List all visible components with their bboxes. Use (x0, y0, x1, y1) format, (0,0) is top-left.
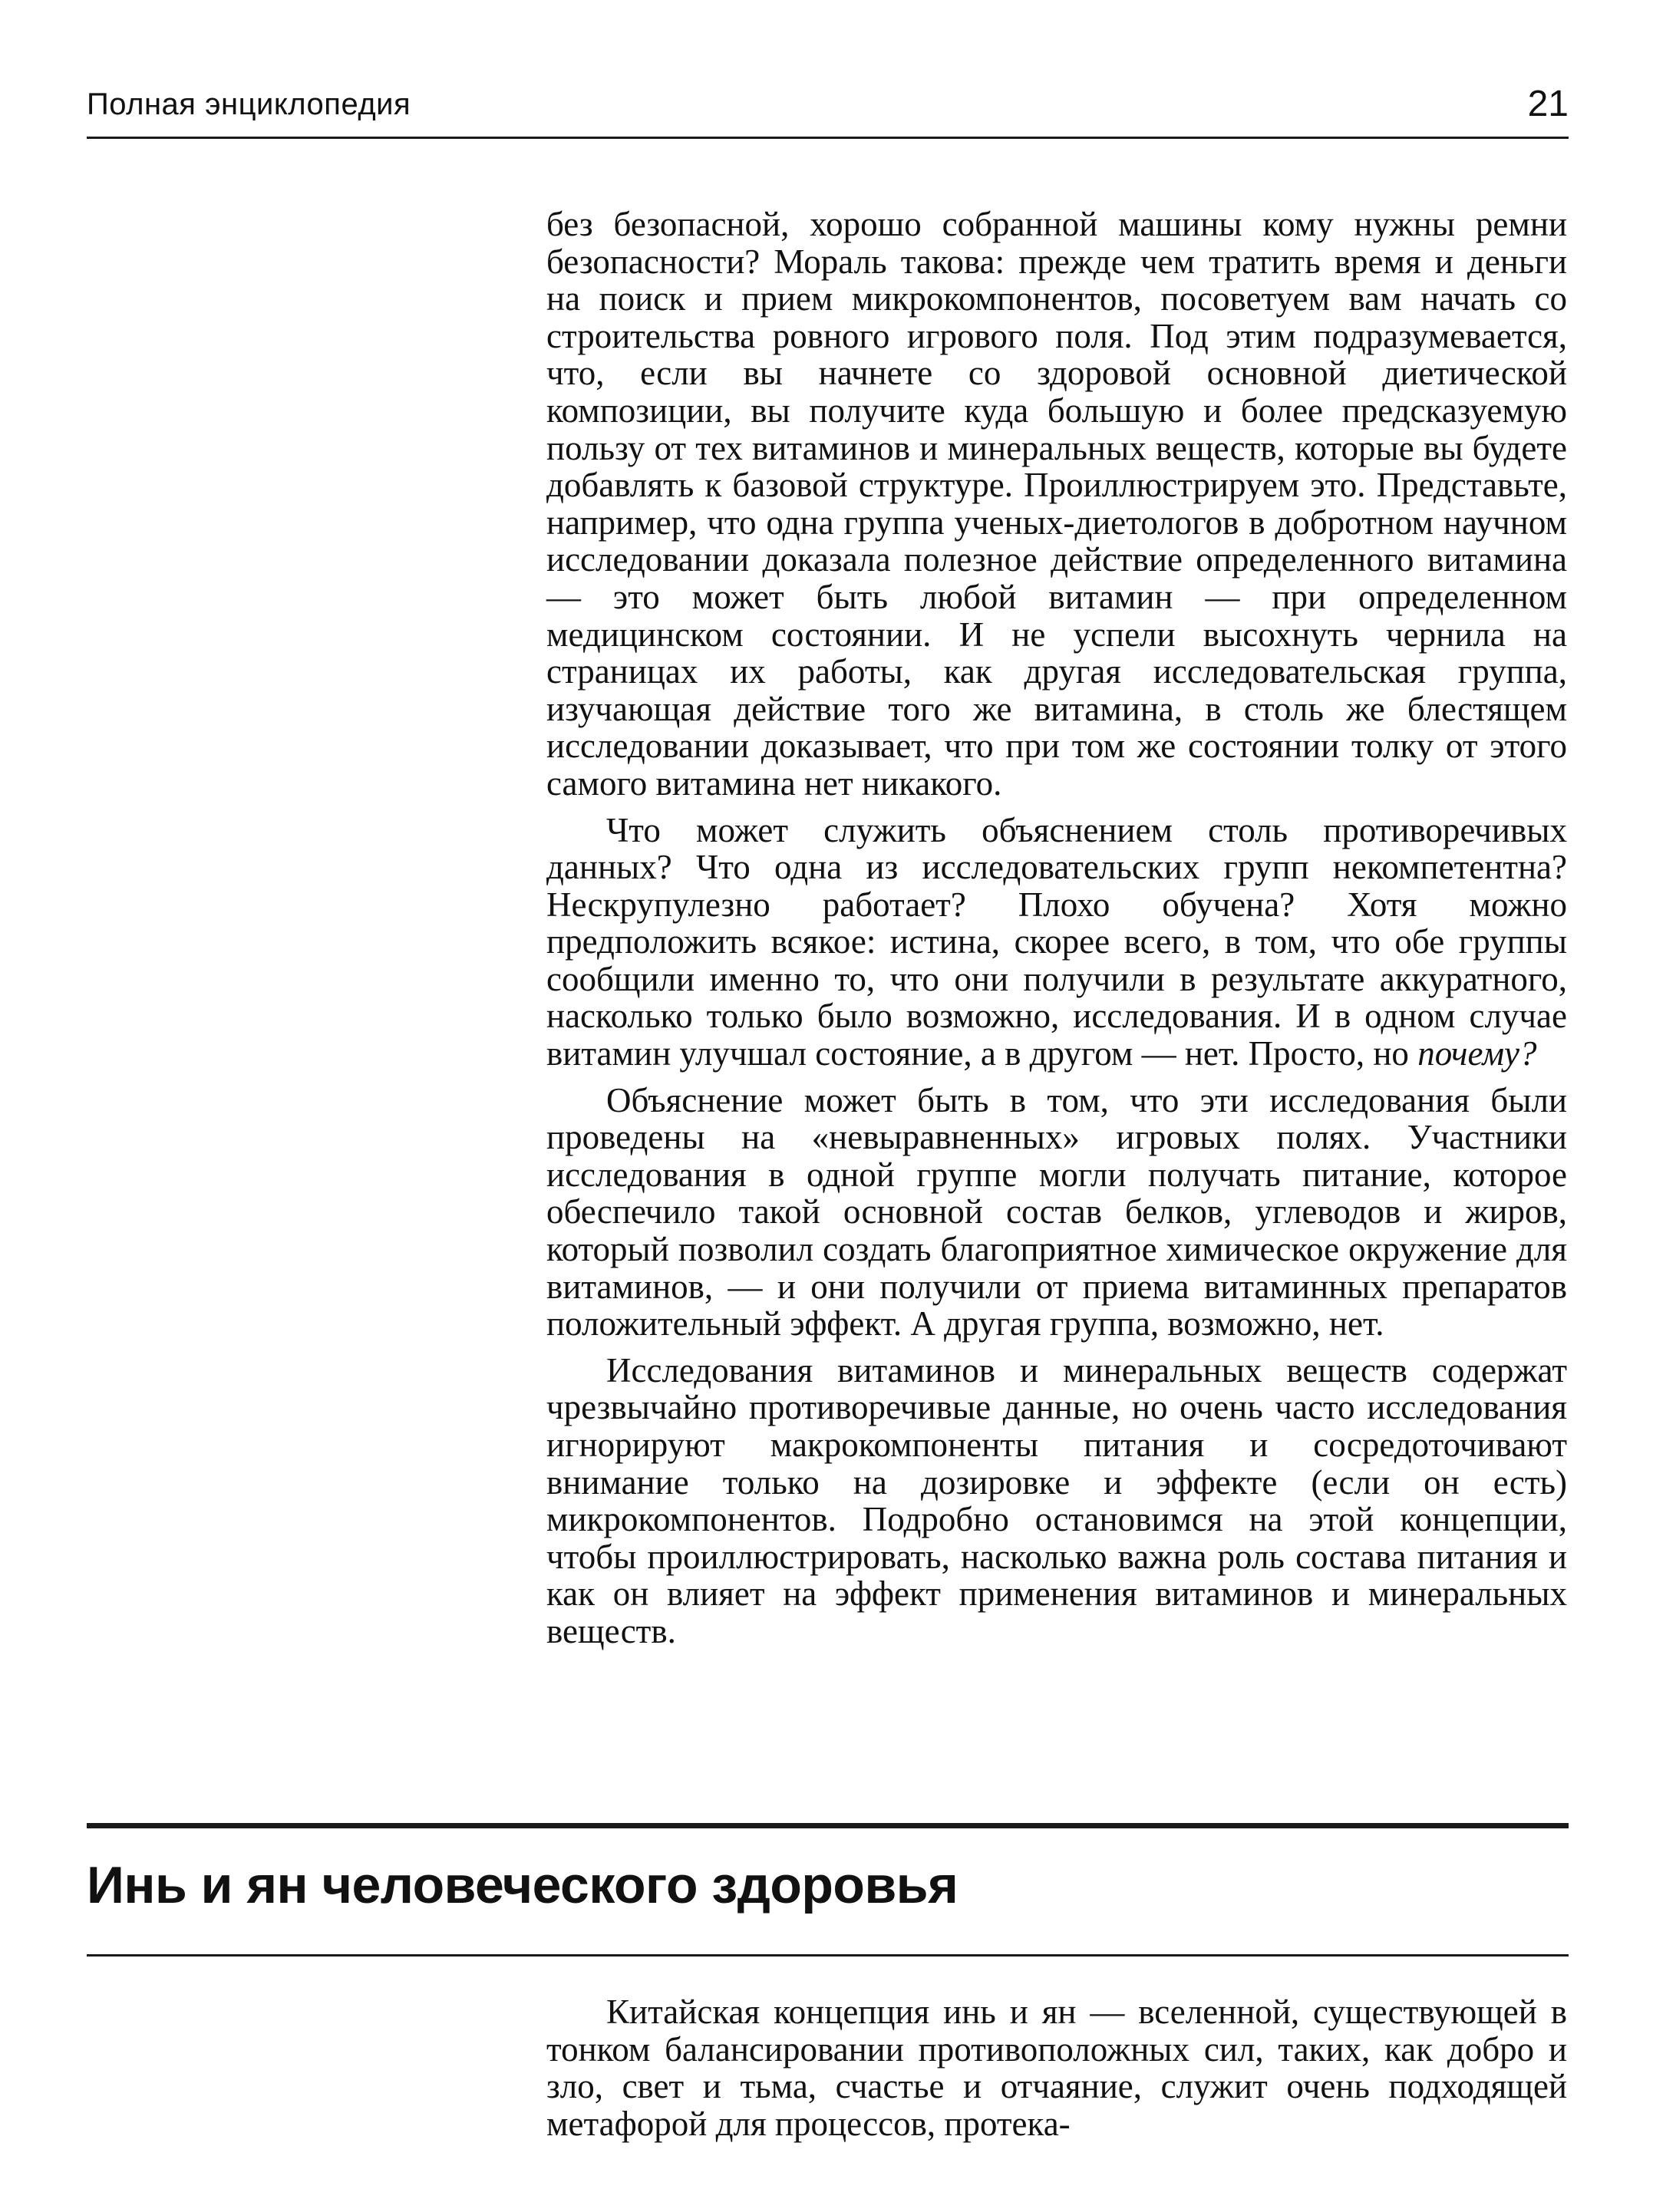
paragraph-5: Китайская концепция инь и ян — вселенной, существующей в тонком балансировании противоположных сил, таких, как добро и зло, свет и тьма, счастье и отчаяние, служит очень подходящей метафорой для процессов, протека- (546, 1993, 1567, 2143)
running-header (87, 83, 1569, 139)
body-text-section-two (546, 1993, 1567, 2142)
paragraph-2-text: Что может служить объяснением столь противоречивых данных? Что одна из исследовательских групп некомпетентна? Нескрупулезно работает? Плохо обучена? Хотя можно предположить всякое: истина, скорее всего, в том, что обе группы сообщили именно то, что они получили в результате аккуратного, насколько только было возможно, исследования. И в одном случае витамин улучшал состояние, а в другом — нет. Просто, но (546, 810, 1567, 1073)
paragraph-1: без безопасной, хорошо собранной машины кому нужны ремни безопасности? Мораль такова: прежде чем тратить время и деньги на поиск и прием микрокомпонентов, посоветуем вам начать со строительства ровного игрового поля. Под этим подразумевается, что, если вы начнете со здоровой основной диетической композиции, вы получите куда большую и более предсказуемую пользу от тех витаминов и минеральных веществ, которые вы будете добавлять к базовой структуре. Проиллюстрируем это. Представьте, например, что одна группа ученых-диетологов в добротном научном исследовании доказала полезное действие определенного витамина — это может быть любой витамин — при определенном медицинском состоянии. И не успели высохнуть чернила на страницах их работы, как другая исследовательская группа, изучающая действие того же витамина, в столь же блестящем исследовании доказывает, что при том же состоянии толку от этого самого витамина нет никакого. (546, 205, 1567, 803)
section-divider-bottom (87, 1954, 1569, 1957)
paragraph-3: Объяснение может быть в том, что эти исследования были проведены на «невыравненных» игровых полях. Участники исследования в одной группе могли получать питание, которое обеспечило такой основной состав белков, углеводов и жиров, который позволил создать благоприятное химическое окружение для витаминов, — и они получили от приема витаминных препаратов положительный эффект. А другая группа, возможно, нет. (546, 1080, 1567, 1343)
body-text-section-one (546, 206, 1567, 1650)
paragraph-2 (546, 812, 1567, 1073)
paragraph-4: Исследования витаминов и минеральных веществ содержат чрезвычайно противоречивые данные, но очень часто исследования игнорируют макрокомпоненты питания и сосредоточивают внимание только на дозировке и эффекте (если он есть) микрокомпонентов. Подробно остановимся на этой концепции, чтобы проиллюстрировать, насколько важна роль состава питания и как он влияет на эффект применения витаминов и минеральных веществ. (546, 1350, 1567, 1650)
page-number: 21 (1527, 84, 1569, 124)
paragraph-2-emphasis: почему? (1417, 1034, 1537, 1073)
section-heading: Инь и ян человеческого здоровья (87, 1856, 958, 1914)
section-divider-top (87, 1823, 1569, 1828)
running-title: Полная энциклопедия (87, 87, 411, 121)
